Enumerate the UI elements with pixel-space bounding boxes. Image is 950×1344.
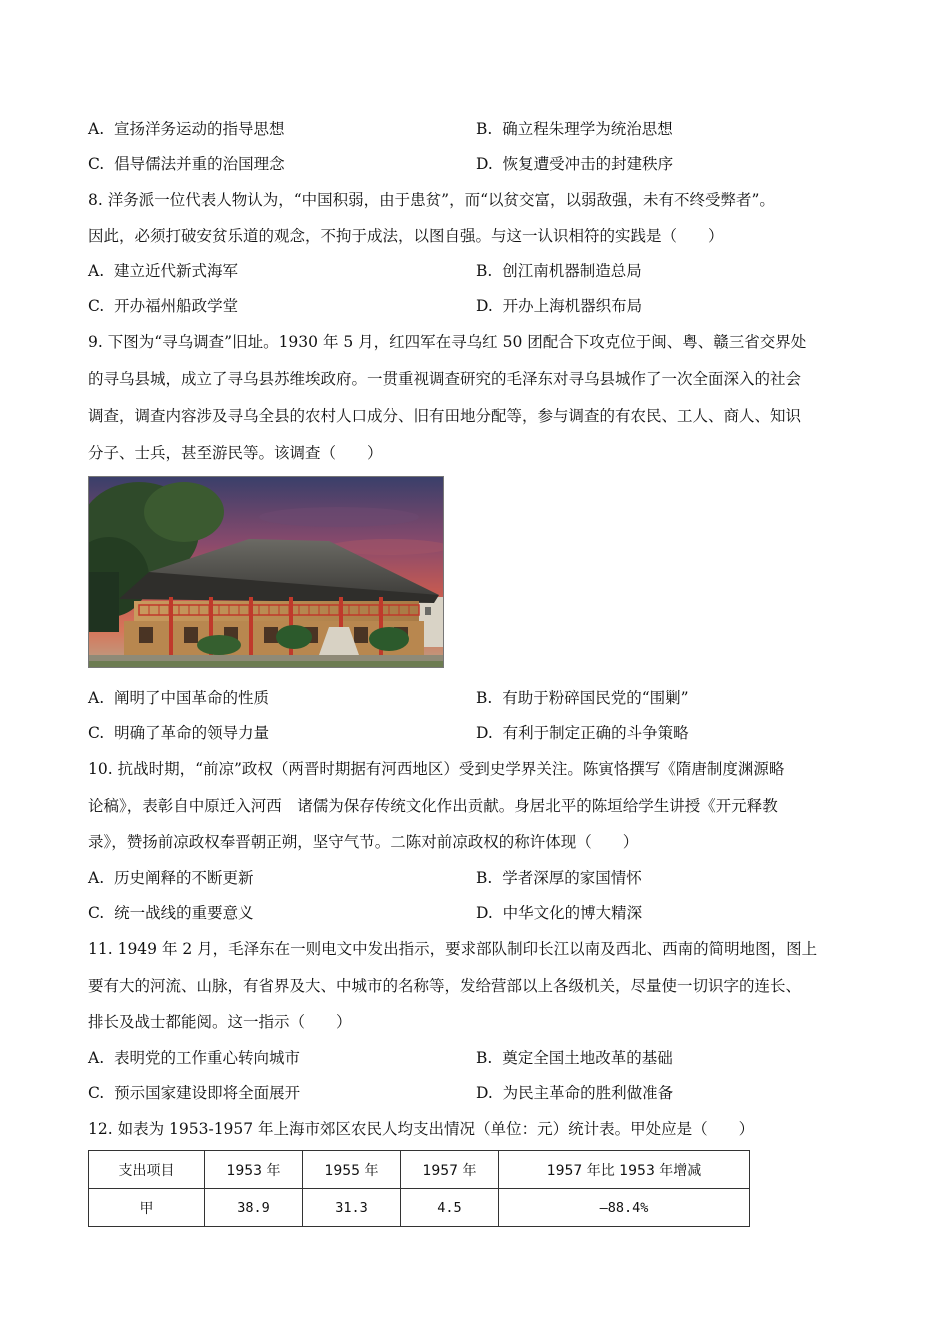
q10-option-c[interactable]: C. 统一战线的重要意义 <box>88 904 254 922</box>
table-header-cell: 1955 年 <box>303 1151 401 1189</box>
q10-stem-line: 录》，赞扬前凉政权奉晋朝正朔，坚守气节。二陈对前凉政权的称许体现（ ） <box>88 833 639 851</box>
q9-stem-line: 分子、士兵，甚至游民等。该调查（ ） <box>88 444 383 462</box>
q10-option-a[interactable]: A. 历史阐释的不断更新 <box>88 869 254 887</box>
q11-option-c[interactable]: C. 预示国家建设即将全面展开 <box>88 1084 301 1102</box>
q9-option-b[interactable]: B. 有助于粉碎国民党的“围剿” <box>476 689 689 707</box>
q10-stem-line: 10. 抗战时期，“前凉”政权（两晋时期据有河西地区）受到史学界关注。陈寅恪撰写《隋唐制度渊源略 <box>88 760 785 778</box>
q8-option-c[interactable]: C. 开办福州船政学堂 <box>88 297 239 315</box>
q7-option-c[interactable]: C. 倡导儒法并重的治国理念 <box>88 155 285 173</box>
table-cell: 31.3 <box>303 1189 401 1227</box>
table-cell: 4.5 <box>401 1189 499 1227</box>
q10-stem-line: 论稿》，表彰自中原迁入河西 诸儒为保存传统文化作出贡献。身居北平的陈垣给学生讲授《开元释教 <box>88 797 778 815</box>
xunwu-survey-site-photo <box>88 476 444 668</box>
q8-option-b[interactable]: B. 创江南机器制造总局 <box>476 262 642 280</box>
q7-option-d[interactable]: D. 恢复遭受冲击的封建秩序 <box>476 155 674 173</box>
table-cell: 38.9 <box>205 1189 303 1227</box>
q11-option-a[interactable]: A. 表明党的工作重心转向城市 <box>88 1049 300 1067</box>
table-header-cell: 支出项目 <box>89 1151 205 1189</box>
q11-stem-line: 11. 1949 年 2 月，毛泽东在一则电文中发出指示，要求部队制印长江以南及西北、西南的简明地图，图上 <box>88 940 818 958</box>
q8-stem-line: 8. 洋务派一位代表人物认为，“中国积弱，由于患贫”，而“以贫交富，以弱敌强，未有不终受弊者”。 <box>88 191 775 209</box>
q8-stem-line: 因此，必须打破安贫乐道的观念，不拘于成法，以图自强。与这一认识相符的实践是（ ） <box>88 227 724 245</box>
table-row <box>89 1189 750 1227</box>
q8-option-a[interactable]: A. 建立近代新式海军 <box>88 262 238 280</box>
q11-option-b[interactable]: B. 奠定全国土地改革的基础 <box>476 1049 673 1067</box>
q11-option-d[interactable]: D. 为民主革命的胜利做准备 <box>476 1084 674 1102</box>
q9-option-c[interactable]: C. 明确了革命的领导力量 <box>88 724 270 742</box>
q9-stem-line: 9. 下图为“寻乌调查”旧址。1930 年 5 月，红四军在寻乌红 50 团配合下攻克位于闽、粤、赣三省交界处 <box>88 333 807 351</box>
q10-option-d[interactable]: D. 中华文化的博大精深 <box>476 904 643 922</box>
q9-stem-line: 调查，调查内容涉及寻乌全县的农村人口成分、旧有田地分配等，参与调查的有农民、工人、商人、知识 <box>88 407 802 425</box>
q10-option-b[interactable]: B. 学者深厚的家国情怀 <box>476 869 642 887</box>
q9-stem-line: 的寻乌县城，成立了寻乌县苏维埃政府。一贯重视调查研究的毛泽东对寻乌县城作了一次全面深入的社会 <box>88 370 802 388</box>
q12-stem-line: 12. 如表为 1953-1957 年上海市郊区农民人均支出情况（单位：元）统计表。甲处应是（ ） <box>88 1120 755 1138</box>
table-cell: —88.4% <box>499 1189 750 1227</box>
q7-option-b[interactable]: B. 确立程朱理学为统治思想 <box>476 120 673 138</box>
table-header-cell: 1953 年 <box>205 1151 303 1189</box>
q9-option-d[interactable]: D. 有利于制定正确的斗争策略 <box>476 724 689 742</box>
q7-option-a[interactable]: A. 宣扬洋务运动的指导思想 <box>88 120 285 138</box>
table-header-row <box>89 1151 750 1189</box>
q8-option-d[interactable]: D. 开办上海机器织布局 <box>476 297 643 315</box>
q9-option-a[interactable]: A. 阐明了中国革命的性质 <box>88 689 269 707</box>
table-header-cell: 1957 年比 1953 年增减 <box>499 1151 750 1189</box>
q11-stem-line: 要有大的河流、山脉，有省界及大、中城市的名称等，发给营部以上各级机关，尽量使一切识字的连长、 <box>88 977 802 995</box>
q11-stem-line: 排长及战士都能阅。这一指示（ ） <box>88 1013 352 1031</box>
table-header-cell: 1957 年 <box>401 1151 499 1189</box>
q12-expenditure-table <box>88 1150 750 1227</box>
table-cell: 甲 <box>89 1189 205 1227</box>
